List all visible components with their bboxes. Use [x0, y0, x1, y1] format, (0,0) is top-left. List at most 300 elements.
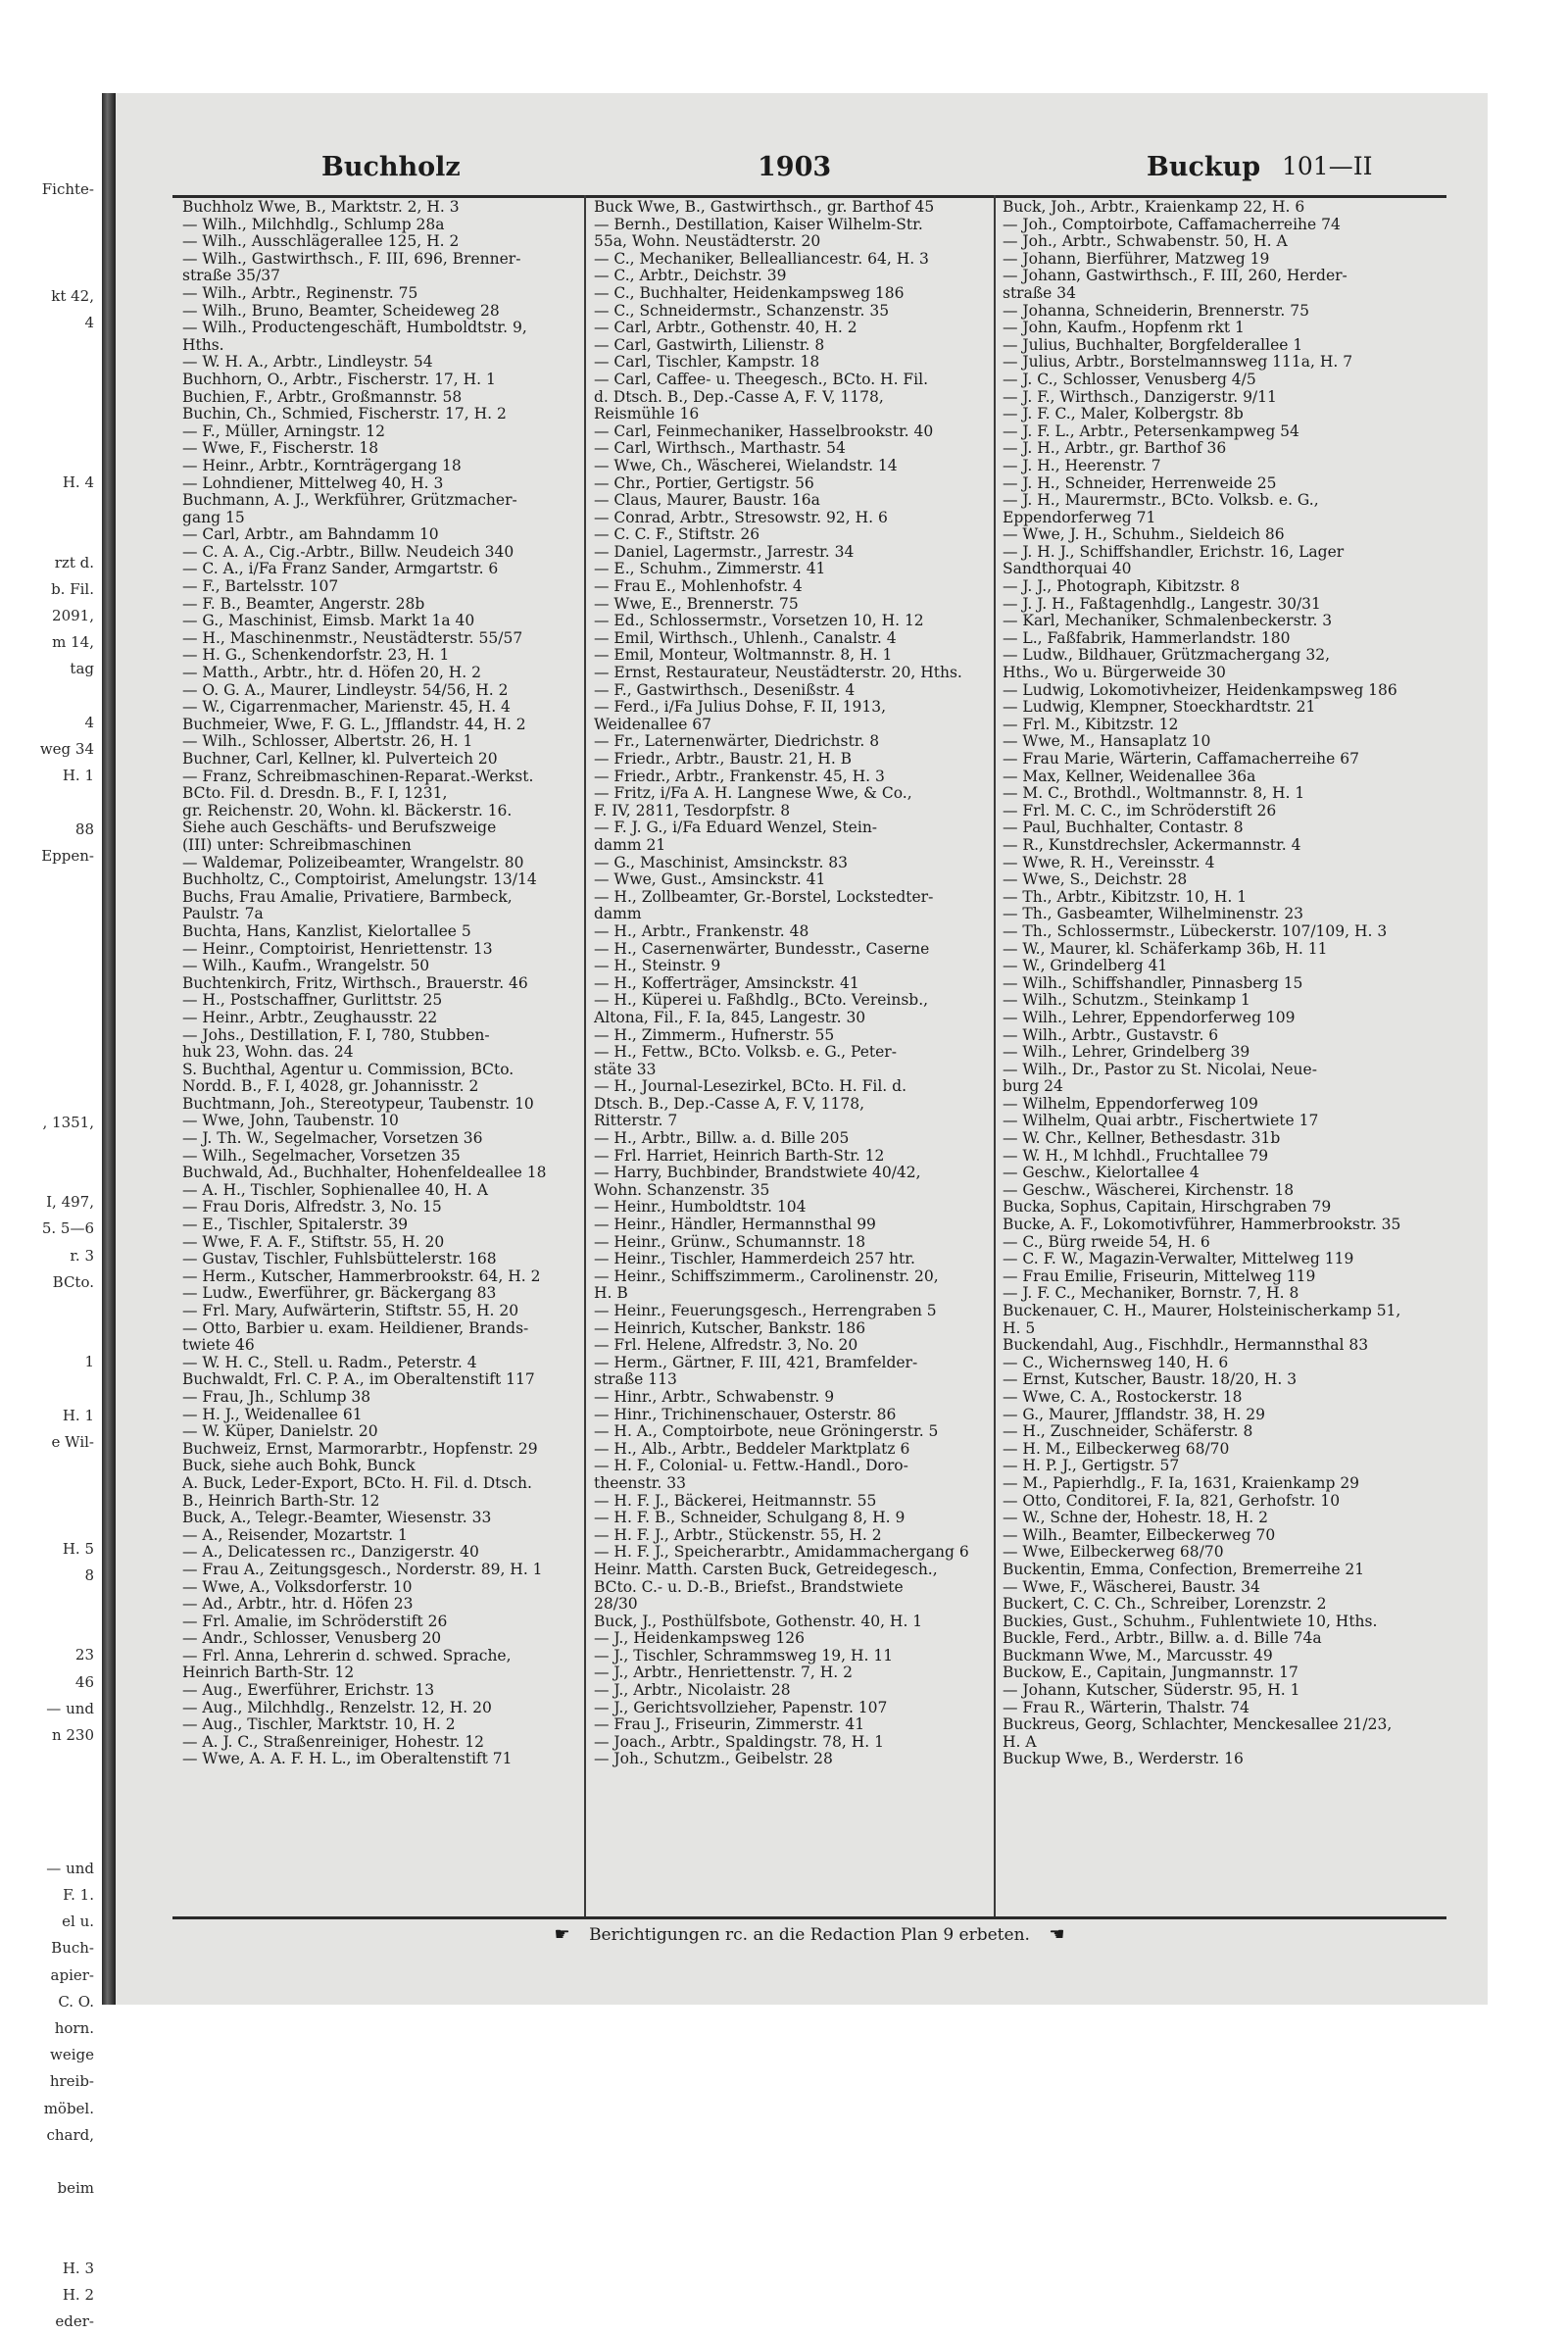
previous-page-fragment: Fichte-: [41, 180, 94, 198]
directory-entry: — A. J. C., Straßenreiniger, Hohestr. 12: [182, 1732, 485, 1751]
directory-entry: Buckle, Ferd., Arbtr., Billw. a. d. Bille 74a: [1003, 1629, 1322, 1648]
directory-entry: — Karl, Mechaniker, Schmalenbeckerstr. 3: [1003, 612, 1333, 630]
directory-entry: — J. J. H., Faßtagenhdlg., Langestr. 30/31: [1003, 594, 1321, 613]
directory-entry: Buckmann Wwe, M., Marcusstr. 49: [1003, 1646, 1273, 1664]
footer-rule: [172, 1916, 1446, 1919]
previous-page-fragment: [16, 1456, 94, 1482]
directory-entry: — Frau Emilie, Friseurin, Mittelweg 119: [1003, 1267, 1316, 1285]
directory-entry: — Wilh., Schiffshandler, Pinnasberg 15: [1003, 973, 1303, 992]
column-divider: [584, 195, 586, 1916]
directory-entry: — Ferd., i/Fa Julius Dohse, F. II, 1913,: [594, 698, 887, 717]
directory-entry: — Wwe, A. A. F. H. L., im Oberaltenstift 71: [182, 1750, 513, 1768]
directory-entry: — Gustav, Tischler, Fuhlsbüttelerstr. 168: [182, 1250, 497, 1268]
directory-entry: — Heinrich, Kutscher, Bankstr. 186: [594, 1318, 866, 1337]
previous-page-fragment: [16, 1003, 94, 1029]
previous-page-fragment: [16, 363, 94, 389]
directory-entry: H. 5: [1003, 1318, 1036, 1337]
directory-entry: Ritterstr. 7: [594, 1112, 678, 1130]
directory-entry: — Carl, Arbtr., Gothenstr. 40, H. 2: [594, 319, 858, 337]
directory-entry: Buchner, Carl, Kellner, kl. Pulverteich 20: [182, 750, 498, 768]
previous-page-fragment: I, 497,: [46, 1193, 94, 1212]
previous-page-fragment: [16, 1749, 94, 1775]
page-number: 101—II: [1282, 152, 1373, 180]
directory-entry: gr. Reichenstr. 20, Wohn. kl. Bäckerstr. 16.: [182, 801, 513, 820]
directory-entry: Weidenallee 67: [594, 715, 712, 733]
directory-entry: — Th., Gasbeamter, Wilhelminenstr. 23: [1003, 905, 1304, 923]
directory-entry: BCto. Fil. d. Dresdn. B., F. I, 1231,: [182, 784, 448, 803]
directory-entry: — Joh., Comptoirbote, Caffamacherreihe 74: [1003, 215, 1341, 233]
directory-entry: — Hinr., Arbtr., Schwabenstr. 9: [594, 1387, 835, 1406]
directory-entry: Buchwald, Ad., Buchhalter, Hohenfeldeallee 18: [182, 1164, 547, 1182]
directory-entry: — J. H., Schneider, Herrenweide 25: [1003, 473, 1277, 492]
directory-entry: stäte 33: [594, 1060, 657, 1078]
directory-entry: — O. G. A., Maurer, Lindleystr. 54/56, H. 2: [182, 680, 509, 699]
previous-page-fragment: 5. 5—6: [41, 1219, 94, 1238]
previous-page-fragment: hreib-: [49, 2072, 94, 2091]
directory-entry: — G., Maschinist, Amsinckstr. 83: [594, 853, 849, 871]
directory-entry: — C. A. A., Cig.-Arbtr., Billw. Neudeich 340: [182, 542, 514, 561]
directory-entry: Buchwaldt, Frl. C. P. A., im Oberaltenstift 117: [182, 1370, 535, 1389]
directory-entry: — Wilh., Milchhdlg., Schlump 28a: [182, 215, 445, 233]
previous-page-fragment: apier-: [50, 1965, 94, 1984]
directory-entry: — Carl, Caffee- u. Theegesch., BCto. H. Fil.: [594, 370, 929, 388]
directory-entry: — Ed., Schlossermstr., Vorsetzen 10, H. 12: [594, 612, 924, 630]
directory-entry: Buchtenkirch, Fritz, Wirthsch., Brauerstr. 46: [182, 973, 528, 992]
directory-entry: Paulstr. 7a: [182, 905, 264, 923]
previous-page-fragment: — und: [46, 1699, 94, 1717]
directory-entry: — W. Küper, Danielstr. 20: [182, 1422, 378, 1441]
directory-entry: Buchta, Hans, Kanzlist, Kielortallee 5: [182, 921, 471, 940]
directory-entry: — C. C. F., Stiftstr. 26: [594, 525, 760, 544]
previous-page-fragment: H. 2: [62, 2285, 94, 2304]
directory-entry: — W., Schne der, Hohestr. 18, H. 2: [1003, 1509, 1269, 1527]
previous-page-fragment: [16, 2228, 94, 2255]
directory-entry: theenstr. 33: [594, 1473, 687, 1492]
directory-entry: — Emil, Wirthsch., Uhlenh., Canalstr. 4: [594, 628, 897, 647]
directory-entry: — J., Arbtr., Nicolaistr. 28: [594, 1681, 791, 1700]
directory-entry: — Wilh., Kaufm., Wrangelstr. 50: [182, 957, 430, 975]
directory-entry: — C., Buchhalter, Heidenkampsweg 186: [594, 283, 905, 302]
directory-entry: — H., Kofferträger, Amsinckstr. 41: [594, 973, 859, 992]
directory-entry: — W. H., M lchhdl., Fruchtallee 79: [1003, 1146, 1269, 1165]
directory-entry: — Emil, Monteur, Woltmannstr. 8, H. 1: [594, 646, 893, 665]
directory-entry: — Wwe, John, Taubenstr. 10: [182, 1112, 399, 1130]
directory-entry: — H. F. J., Arbtr., Stückenstr. 55, H. 2: [594, 1525, 882, 1544]
directory-entry: — F., Bartelsstr. 107: [182, 577, 339, 596]
directory-entry: H. B: [594, 1284, 628, 1303]
directory-entry: — F. J. G., i/Fa Eduard Wenzel, Stein-: [594, 819, 878, 837]
directory-entry: Buckenauer, C. H., Maurer, Holsteinischerkamp 51,: [1003, 1302, 1401, 1319]
previous-page-fragment: Eppen-: [41, 846, 94, 865]
directory-entry: — Johs., Destillation, F. I, 780, Stubben-: [182, 1025, 490, 1044]
directory-entry: — Andr., Schlosser, Venusberg 20: [182, 1629, 442, 1648]
previous-page-fragment: BCto.: [52, 1272, 94, 1291]
previous-page-fragment: 8: [84, 1565, 94, 1584]
previous-page-fragment: — und: [46, 1859, 94, 1877]
previous-page-fragment: H. 5: [62, 1539, 94, 1558]
book-spine: [102, 93, 116, 2005]
directory-entry: — Wwe, Gust., Amsinckstr. 41: [594, 870, 826, 889]
directory-entry: — Carl, Gastwirth, Lilienstr. 8: [594, 335, 825, 354]
directory-entry: — Frau A., Zeitungsgesch., Norderstr. 89, H. 1: [182, 1560, 543, 1578]
previous-page-edge: [0, 0, 116, 2330]
previous-page-fragment: [16, 417, 94, 443]
previous-page-fragment: [16, 229, 94, 256]
directory-entry: Sandthorquai 40: [1003, 560, 1132, 578]
directory-entry: — Carl, Tischler, Kampstr. 18: [594, 353, 820, 372]
previous-page-fragment: 4: [84, 713, 94, 731]
directory-entry: — W. Chr., Kellner, Bethesdastr. 31b: [1003, 1129, 1281, 1148]
directory-entry: — Wilh., Gastwirthsch., F. III, 696, Brenner-: [182, 249, 521, 268]
directory-entry: — Frau E., Mohlenhofstr. 4: [594, 577, 803, 596]
directory-entry: Nordd. B., F. I, 4028, gr. Johannisstr. 2: [182, 1077, 479, 1096]
directory-entry: Reismühle 16: [594, 405, 700, 423]
directory-entry: — Wwe, M., Hansaplatz 10: [1003, 732, 1211, 751]
directory-entry: — Johann, Bierführer, Matzweg 19: [1003, 249, 1270, 268]
directory-entry: straße 113: [594, 1370, 677, 1389]
directory-entry: Siehe auch Geschäfts- und Berufszweige: [182, 819, 497, 837]
directory-entry: — Carl, Feinmechaniker, Hasselbrookstr. 40: [594, 422, 934, 440]
directory-entry: — H., Zimmerm., Hufnerstr. 55: [594, 1025, 835, 1044]
directory-entry: — J. Th. W., Segelmacher, Vorsetzen 36: [182, 1129, 483, 1148]
directory-entry: — Wwe, Ch., Wäscherei, Wielandstr. 14: [594, 456, 898, 474]
directory-entry: S. Buchthal, Agentur u. Commission, BCto.: [182, 1060, 514, 1078]
previous-page-fragment: 2091,: [52, 607, 94, 624]
previous-page-fragment: [16, 443, 94, 470]
directory-entry: — Heinr., Humboldtstr. 104: [594, 1198, 807, 1217]
directory-entry: — Wwe, S., Deichstr. 28: [1003, 870, 1188, 889]
directory-entry: — Heinr., Händler, Hermannsthal 99: [594, 1216, 876, 1234]
directory-entry: A. Buck, Leder-Export, BCto. H. Fil. d. Dtsch.: [182, 1473, 532, 1492]
directory-entry: — Th., Arbtr., Kibitzstr. 10, H. 1: [1003, 887, 1248, 906]
directory-entry: — Wwe, J. H., Schuhm., Sieldeich 86: [1003, 525, 1285, 544]
directory-entry: Buckup Wwe, B., Werderstr. 16: [1003, 1750, 1244, 1768]
previous-page-fragment: horn.: [54, 2018, 94, 2037]
directory-entry: — C. A., i/Fa Franz Sander, Armgartstr. 6: [182, 560, 499, 578]
directory-entry: — W. H. A., Arbtr., Lindleystr. 54: [182, 353, 433, 372]
directory-entry: — M., Papierhdlg., F. Ia, 1631, Kraienkamp 29: [1003, 1473, 1360, 1492]
previous-page-fragment: rzt d.: [54, 553, 94, 571]
directory-entry: — Frau J., Friseurin, Zimmerstr. 41: [594, 1715, 865, 1734]
directory-entry: — Julius, Arbtr., Borstelmannsweg 111a, H. 7: [1003, 353, 1353, 372]
directory-entry: Buchs, Frau Amalie, Privatiere, Barmbeck,: [182, 887, 513, 906]
directory-entry: — Ludwig, Klempner, Stoeckhardtstr. 21: [1003, 698, 1316, 717]
directory-entry: straße 34: [1003, 283, 1077, 302]
directory-entry: — J., Gerichtsvollzieher, Papenstr. 107: [594, 1698, 888, 1716]
directory-entry: Heinrich Barth-Str. 12: [182, 1664, 355, 1682]
directory-entry: — Herm., Gärtner, F. III, 421, Bramfelder-: [594, 1353, 918, 1371]
directory-entry: damm 21: [594, 835, 666, 854]
directory-entry: — Hinr., Trichinenschauer, Osterstr. 86: [594, 1405, 897, 1423]
directory-entry: — Frl. Helene, Alfredstr. 3, No. 20: [594, 1336, 858, 1355]
previous-page-fragment: [16, 390, 94, 417]
directory-entry: — Frl. Harriet, Heinrich Barth-Str. 12: [594, 1146, 885, 1165]
header-first-name: Buchholz: [321, 152, 461, 182]
directory-entry: — Franz, Schreibmaschinen-Reparat.-Werkst.: [182, 767, 534, 785]
directory-entry: — A., Delicatessen rc., Danzigerstr. 40: [182, 1543, 479, 1562]
directory-entry: — W., Cigarrenmacher, Marienstr. 45, H. 4: [182, 698, 511, 717]
directory-entry: — Joh., Schutzm., Geibelstr. 28: [594, 1750, 833, 1768]
directory-entry: — Waldemar, Polizeibeamter, Wrangelstr. 80: [182, 853, 524, 871]
directory-entry: — H., Casernenwärter, Bundesstr., Caserne: [594, 939, 930, 958]
directory-entry: — J. H., Heerenstr. 7: [1003, 456, 1161, 474]
directory-entry: — C., Bürg rweide 54, H. 6: [1003, 1232, 1210, 1251]
directory-entry: — G., Maurer, Jfflandstr. 38, H. 29: [1003, 1405, 1266, 1423]
directory-entry: — Max, Kellner, Weidenallee 36a: [1003, 767, 1256, 785]
directory-entry: — Frau Marie, Wärterin, Caffamacherreihe 67: [1003, 750, 1359, 768]
directory-entry: — Otto, Barbier u. exam. Heildiener, Brands-: [182, 1318, 529, 1337]
directory-entry: — Fr., Laternenwärter, Diedrichstr. 8: [594, 732, 880, 751]
previous-page-fragment: [16, 496, 94, 522]
directory-entry: Buchin, Ch., Schmied, Fischerstr. 17, H. 2: [182, 405, 507, 423]
directory-entry: — Heinr., Tischler, Hammerdeich 257 htr.: [594, 1250, 915, 1268]
previous-page-fragment: , 1351,: [42, 1113, 94, 1131]
page-header: [116, 152, 1488, 191]
previous-page-fragment: [16, 1029, 94, 1056]
pointing-hand-left-icon: ☚: [1049, 1924, 1065, 1945]
directory-entry: — H. F. J., Speicherarbtr., Amidammachergang 6: [594, 1543, 969, 1562]
directory-entry: Buckies, Gust., Schuhm., Fuhlentwiete 10, Hths.: [1003, 1612, 1378, 1630]
directory-entry: — J. J., Photograph, Kibitzstr. 8: [1003, 577, 1241, 596]
directory-entry: — Paul, Buchhalter, Contastr. 8: [1003, 819, 1244, 837]
directory-entry: — A., Reisender, Mozartstr. 1: [182, 1525, 408, 1544]
directory-entry: Buckendahl, Aug., Fischhdlr., Hermannsthal 83: [1003, 1336, 1369, 1355]
previous-page-fragment: 23: [74, 1646, 94, 1664]
previous-page-fragment: [16, 949, 94, 975]
previous-page-fragment: e Wil-: [51, 1432, 94, 1451]
directory-entry: — H., Zuschneider, Schäferstr. 8: [1003, 1422, 1253, 1441]
previous-page-fragment: [16, 1589, 94, 1615]
previous-page-fragment: m 14,: [52, 633, 94, 652]
directory-entry: — J. C., Schlosser, Venusberg 4/5: [1003, 370, 1256, 388]
directory-entry: — A. H., Tischler, Sophienallee 40, H. A: [182, 1180, 488, 1199]
previous-page-fragment: tag: [70, 660, 94, 678]
directory-entry: — Th., Schlossermstr., Lübeckerstr. 107/109, H. 3: [1003, 921, 1388, 940]
directory-entry: Eppendorferweg 71: [1003, 508, 1156, 526]
previous-page-fragment: [16, 922, 94, 949]
directory-entry: BCto. C.- u. D.-B., Briefst., Brandstwiete: [594, 1577, 904, 1596]
directory-entry: gang 15: [182, 508, 245, 526]
directory-entry: — Wilhelm, Quai arbtr., Fischertwiete 17: [1003, 1112, 1319, 1130]
previous-page-fragment: [16, 1136, 94, 1163]
directory-entry: — H. F., Colonial- u. Fettw.-Handl., Doro-: [594, 1457, 908, 1475]
directory-entry: — Claus, Maurer, Baustr. 16a: [594, 491, 820, 510]
previous-page-fragment: weige: [50, 2046, 94, 2064]
directory-entry: — Aug., Milchhdlg., Renzelstr. 12, H. 20: [182, 1698, 492, 1716]
directory-entry: Buchien, F., Arbtr., Großmannstr. 58: [182, 387, 463, 406]
directory-entry: Buck Wwe, B., Gastwirthsch., gr. Barthof 45: [594, 198, 935, 216]
directory-entry: — Wilh., Schutzm., Steinkamp 1: [1003, 991, 1250, 1010]
directory-entry: — Wwe, Eilbeckerweg 68/70: [1003, 1543, 1224, 1562]
directory-entry: Wohn. Schanzenstr. 35: [594, 1180, 770, 1199]
directory-entry: — W. H. C., Stell. u. Radm., Peterstr. 4: [182, 1353, 477, 1371]
directory-entry: — H. G., Schenkendorfstr. 23, H. 1: [182, 646, 450, 665]
directory-entry: F. IV, 2811, Tesdorpfstr. 8: [594, 801, 791, 820]
previous-page-fragment: [16, 336, 94, 363]
previous-page-fragment: [16, 2202, 94, 2228]
previous-page-fragment: F. 1.: [63, 1886, 94, 1904]
directory-entry: — J. H. J., Schiffshandler, Erichstr. 16, Lager: [1003, 542, 1345, 561]
directory-entry: — H. F. J., Bäckerei, Heitmannstr. 55: [594, 1491, 877, 1510]
directory-entry: — Wwe, C. A., Rostockerstr. 18: [1003, 1387, 1243, 1406]
directory-entry: — F. B., Beamter, Angerstr. 28b: [182, 594, 425, 613]
directory-entry: — Wilh., Productengeschäft, Humboldtstr. 9,: [182, 319, 527, 337]
directory-entry: — W., Grindelberg 41: [1003, 957, 1168, 975]
directory-entry: — H., Arbtr., Billw. a. d. Bille 205: [594, 1129, 850, 1148]
directory-entry: — Heinr., Arbtr., Kornträgergang 18: [182, 456, 462, 474]
directory-entry: straße 35/37: [182, 267, 280, 285]
directory-entry: Buckentin, Emma, Confection, Bremerreihe 21: [1003, 1560, 1365, 1578]
directory-entry: Buck, A., Telegr.-Beamter, Wiesenstr. 33: [182, 1509, 492, 1527]
previous-page-fragment: [16, 869, 94, 896]
directory-entry: — Carl, Arbtr., am Bahndamm 10: [182, 525, 439, 544]
directory-entry: — Frau R., Wärterin, Thalstr. 74: [1003, 1698, 1250, 1716]
directory-entry: — H., Zollbeamter, Gr.-Borstel, Lockstedter-: [594, 887, 934, 906]
previous-page-fragment: chard,: [46, 2125, 94, 2144]
directory-entry: — H. F. B., Schneider, Schulgang 8, H. 9: [594, 1509, 906, 1527]
directory-entry: — H., Journal-Lesezirkel, BCto. H. Fil. d.: [594, 1077, 907, 1096]
previous-page-fragment: [16, 1375, 94, 1402]
previous-page-fragment: [16, 896, 94, 922]
previous-page-fragment: eder-: [55, 2312, 94, 2330]
directory-entry: — J. F. C., Mechaniker, Bornstr. 7, H. 8: [1003, 1284, 1299, 1303]
directory-entry: Buckreus, Georg, Schlachter, Menckesallee 21/23,: [1003, 1715, 1393, 1734]
directory-entry: — Wilh., Ausschlägerallee 125, H. 2: [182, 232, 460, 251]
directory-entry: Buchtmann, Joh., Stereotypeur, Taubenstr. 10: [182, 1094, 534, 1113]
directory-entry: — Daniel, Lagermstr., Jarrestr. 34: [594, 542, 855, 561]
directory-entry: — Frl. Amalie, im Schröderstift 26: [182, 1612, 448, 1630]
directory-entry: — Frl. Mary, Aufwärterin, Stiftstr. 55, H. 20: [182, 1302, 519, 1319]
directory-entry: — H., Arbtr., Frankenstr. 48: [594, 921, 809, 940]
directory-entry: Bucka, Sophus, Capitain, Hirschgraben 79: [1003, 1198, 1332, 1217]
directory-entry: — H. P. J., Gertigstr. 57: [1003, 1457, 1180, 1475]
directory-entry: — H. M., Eilbeckerweg 68/70: [1003, 1439, 1230, 1458]
previous-page-fragment: kt 42,: [51, 286, 94, 305]
directory-entry: — H., Alb., Arbtr., Beddeler Marktplatz 6: [594, 1439, 910, 1458]
directory-entry: — Heinr., Schiffszimmerm., Carolinenstr. 20,: [594, 1267, 939, 1285]
directory-entry: — J. F. L., Arbtr., Petersenkampweg 54: [1003, 422, 1299, 440]
directory-entry: — Harry, Buchbinder, Brandstwiete 40/42,: [594, 1164, 921, 1182]
directory-entry: — Wilh., Segelmacher, Vorsetzen 35: [182, 1146, 461, 1165]
directory-entry: — J., Tischler, Schrammsweg 19, H. 11: [594, 1646, 894, 1664]
directory-entry: — J., Heidenkampsweg 126: [594, 1629, 806, 1648]
directory-entry: — Wilh., Beamter, Eilbeckerweg 70: [1003, 1525, 1276, 1544]
directory-entry: — Wilh., Lehrer, Grindelberg 39: [1003, 1043, 1250, 1062]
directory-entry: — Lohndiener, Mittelweg 40, H. 3: [182, 473, 444, 492]
directory-entry: — E., Schuhm., Zimmerstr. 41: [594, 560, 826, 578]
previous-page-fragment: [16, 257, 94, 283]
directory-entry: Buchweiz, Ernst, Marmorarbtr., Hopfenstr. 29: [182, 1439, 538, 1458]
directory-entry: — J., Arbtr., Henriettenstr. 7, H. 2: [594, 1664, 853, 1682]
directory-entry: — Wwe, R. H., Vereinsstr. 4: [1003, 853, 1215, 871]
directory-column-2: [594, 199, 996, 1768]
previous-page-fragment: 88: [74, 820, 94, 838]
directory-entry: — Wilh., Dr., Pastor zu St. Nicolai, Neue-: [1003, 1060, 1317, 1078]
directory-entry: Dtsch. B., Dep.-Casse A, F. V, 1178,: [594, 1094, 865, 1113]
previous-page-fragment: [16, 2149, 94, 2175]
directory-entry: — H., Fettw., BCto. Volksb. e. G., Peter-: [594, 1043, 897, 1062]
previous-page-fragment: [16, 683, 94, 710]
directory-entry: d. Dtsch. B., Dep.-Casse A, F. V, 1178,: [594, 387, 884, 406]
page-footer: [172, 1924, 1446, 1945]
directory-entry: — H. J., Weidenallee 61: [182, 1405, 363, 1423]
directory-entry: — Otto, Conditorei, F. Ia, 821, Gerhofstr. 10: [1003, 1491, 1341, 1510]
directory-entry: Heinr. Matth. Carsten Buck, Getreidegesch.,: [594, 1560, 938, 1578]
directory-entry: — Frl. M. C. C., im Schröderstift 26: [1003, 801, 1277, 820]
directory-entry: twiete 46: [182, 1336, 255, 1355]
previous-page-fragment: 4: [84, 313, 94, 331]
directory-entry: H. A: [1003, 1732, 1037, 1751]
directory-entry: Buchhorn, O., Arbtr., Fischerstr. 17, H. 1: [182, 370, 496, 388]
directory-entry: — Frl. Anna, Lehrerin d. schwed. Sprache,: [182, 1646, 512, 1664]
previous-page-fragments: [16, 176, 94, 2335]
directory-entry: — Wwe, F. A. F., Stiftstr. 55, H. 20: [182, 1232, 445, 1251]
directory-entry: Buckert, C. C. Ch., Schreiber, Lorenzstr. 2: [1003, 1595, 1327, 1614]
directory-entry: — R., Kunstdrechsler, Ackermannstr. 4: [1003, 835, 1301, 854]
directory-entry: — F., Müller, Arningstr. 12: [182, 422, 385, 440]
directory-entry: — H., Postschaffner, Gurlittstr. 25: [182, 991, 443, 1010]
directory-entry: — Chr., Portier, Gertigstr. 56: [594, 473, 814, 492]
directory-entry: — Aug., Tischler, Marktstr. 10, H. 2: [182, 1715, 456, 1734]
previous-page-fragment: [16, 522, 94, 549]
previous-page-fragment: [16, 976, 94, 1003]
directory-entry: — H., Steinstr. 9: [594, 957, 721, 975]
directory-column-3: [1003, 199, 1404, 1768]
directory-entry: — Ernst, Restaurateur, Neustädterstr. 20, Hths.: [594, 664, 962, 682]
directory-entry: Buchholz Wwe, B., Marktstr. 2, H. 3: [182, 198, 460, 216]
directory-entry: — Geschw., Kielortallee 4: [1003, 1164, 1200, 1182]
directory-entry: 28/30: [594, 1595, 638, 1614]
directory-entry: — G., Maschinist, Eimsb. Markt 1a 40: [182, 612, 475, 630]
directory-entry: Buchmeier, Wwe, F. G. L., Jfflandstr. 44, H. 2: [182, 715, 526, 733]
previous-page-fragment: el u.: [62, 1913, 94, 1931]
directory-entry: Buckow, E., Capitain, Jungmannstr. 17: [1003, 1664, 1298, 1682]
directory-column-1: [182, 199, 584, 1768]
directory-entry: Hths., Wo u. Bürgerweide 30: [1003, 664, 1226, 682]
directory-entry: Hths.: [182, 335, 224, 354]
directory-entry: — Wilhelm, Eppendorferweg 109: [1003, 1094, 1258, 1113]
previous-page-fragment: [16, 789, 94, 816]
directory-entry: 55a, Wohn. Neustädterstr. 20: [594, 232, 821, 251]
previous-page-fragment: 1: [84, 1353, 94, 1371]
directory-entry: — J. F. C., Maler, Kolbergstr. 8b: [1003, 405, 1244, 423]
previous-page-fragment: [16, 1615, 94, 1642]
directory-entry: — Wwe, F., Fischerstr. 18: [182, 439, 379, 458]
directory-entry: — J. F., Wirthsch., Danzigerstr. 9/11: [1003, 387, 1277, 406]
previous-page-fragment: möbel.: [43, 2099, 94, 2117]
previous-page-fragment: b. Fil.: [51, 579, 94, 598]
directory-entry: — Wilh., Arbtr., Gustavstr. 6: [1003, 1025, 1219, 1044]
previous-page-fragment: n 230: [51, 1725, 94, 1744]
directory-entry: — Ernst, Kutscher, Baustr. 18/20, H. 3: [1003, 1370, 1298, 1389]
previous-page-fragment: H. 1: [62, 1406, 94, 1424]
previous-page-fragment: r. 3: [70, 1246, 94, 1265]
directory-entry: — Heinr., Feuerungsgesch., Herrengraben 5: [594, 1302, 937, 1319]
footer-note: Berichtigungen rc. an die Redaction Plan 9 erbeten.: [589, 1925, 1030, 1945]
directory-entry: — Frl. M., Kibitzstr. 12: [1003, 715, 1179, 733]
previous-page-fragment: [16, 1802, 94, 1828]
pointing-hand-right-icon: ☛: [554, 1924, 570, 1945]
previous-page-fragment: [16, 1482, 94, 1509]
directory-entry: — H. A., Comptoirbote, neue Gröningerstr. 5: [594, 1422, 939, 1441]
directory-entry: — Conrad, Arbtr., Stresowstr. 92, H. 6: [594, 508, 888, 526]
directory-entry: — F., Gastwirthsch., Desenißstr. 4: [594, 680, 856, 699]
previous-page-fragment: [16, 203, 94, 229]
directory-entry: Bucke, A. F., Lokomotivführer, Hammerbrookstr. 35: [1003, 1216, 1401, 1234]
directory-entry: — Wilh., Arbtr., Reginenstr. 75: [182, 283, 418, 302]
previous-page-fragment: [16, 1322, 94, 1349]
directory-entry: — Friedr., Arbtr., Baustr. 21, H. B: [594, 750, 853, 768]
